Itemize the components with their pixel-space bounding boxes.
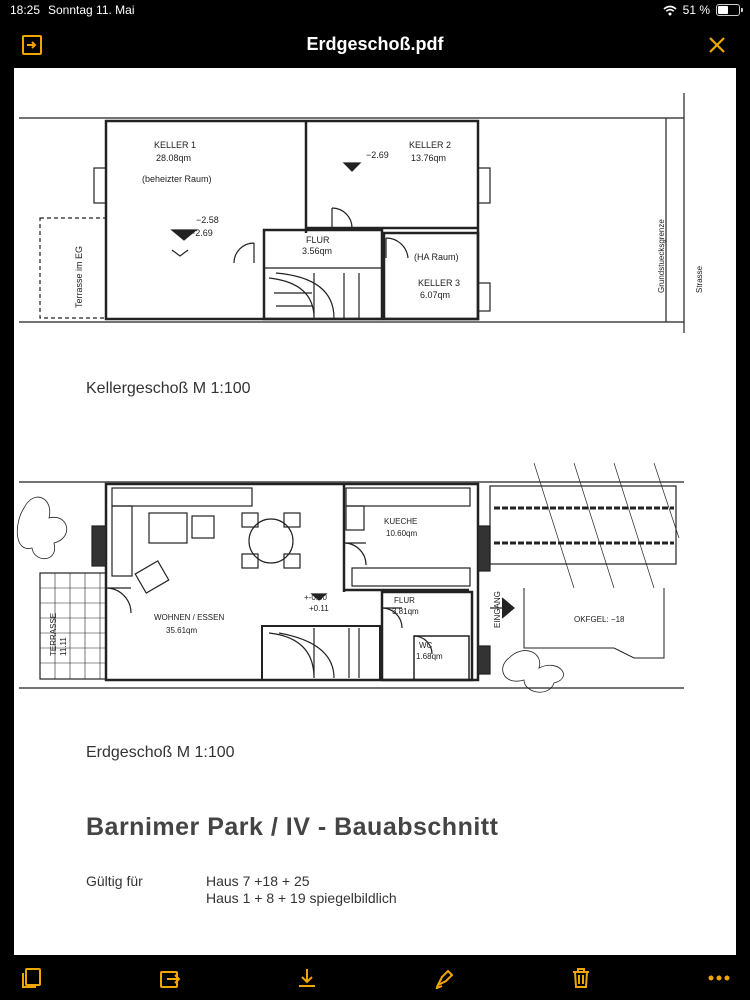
street-label: Strasse	[695, 265, 704, 293]
entrance-label: EINGANG	[493, 591, 502, 628]
validity-line2: Haus 1 + 8 + 19 spiegelbildlich	[206, 890, 397, 906]
trash-icon[interactable]	[566, 963, 596, 993]
keller1-note: (beheizter Raum)	[142, 174, 212, 184]
basement-caption: Kellergeschoß M 1:100	[86, 380, 251, 397]
wifi-icon	[663, 5, 677, 16]
keller3-area: 6.07qm	[420, 290, 451, 300]
ground-flur-name: FLUR	[394, 596, 415, 605]
more-icon[interactable]	[704, 963, 734, 993]
ground-labels	[49, 517, 625, 661]
validity-line1: Haus 7 +18 + 25	[206, 873, 310, 889]
level-a: +-0.00	[304, 593, 327, 602]
level-2: −2.69	[366, 150, 389, 160]
validity-label: Gültig für	[86, 873, 143, 889]
status-right	[663, 3, 740, 17]
battery-percent: 51 %	[682, 3, 710, 17]
status-date: Sonntag 11. Mai	[48, 3, 135, 17]
terrace-label: Terrasse im EG	[74, 245, 84, 308]
terrasse-area: 11.11	[59, 637, 68, 656]
bottom-toolbar	[0, 955, 750, 1000]
keller3-note: (HA Raum)	[414, 252, 459, 262]
wohnen-name: WOHNEN / ESSEN	[154, 613, 225, 622]
keller2-area: 13.76qm	[411, 153, 447, 163]
basement-labels	[74, 140, 704, 308]
wc-area: 1.68qm	[416, 652, 443, 661]
document-titlebar	[0, 22, 750, 68]
level-b: +0.11	[309, 604, 329, 613]
document-title: Erdgeschoß.pdf	[306, 34, 444, 54]
close-icon[interactable]	[703, 31, 731, 59]
keller2-name: KELLER 2	[409, 140, 452, 150]
keller1-area: 28.08qm	[156, 153, 192, 163]
battery-fill	[718, 6, 728, 14]
ground-caption: Erdgeschoß M 1:100	[86, 744, 235, 761]
ground-plan	[17, 463, 684, 692]
wohnen-area: 35.61qm	[166, 626, 198, 635]
annotate-icon[interactable]	[430, 963, 460, 993]
okfgel-label: OKFGEL: −18	[574, 615, 625, 624]
download-icon[interactable]	[292, 963, 322, 993]
keller1-name: KELLER 1	[154, 140, 197, 150]
battery-icon	[716, 4, 740, 16]
terrasse-name: TERRASSE	[49, 612, 58, 656]
project-heading: Barnimer Park / IV - Bauabschnitt	[86, 813, 499, 841]
level-1b: −2.69	[190, 228, 213, 238]
basement-flur-name: FLUR	[306, 235, 330, 245]
status-time: 18:25	[10, 3, 41, 17]
pages-icon[interactable]	[16, 963, 46, 993]
kueche-name: KUECHE	[384, 517, 418, 526]
basement-plan	[19, 93, 684, 333]
pdf-page[interactable]	[14, 68, 736, 955]
boundary-label: Grundstuecksgrenze	[657, 219, 666, 293]
level-1a: −2.58	[196, 215, 219, 225]
keller3-name: KELLER 3	[418, 278, 461, 288]
share-icon[interactable]	[155, 963, 185, 993]
wc-name: WC	[419, 641, 433, 650]
status-bar	[0, 0, 750, 22]
kueche-area: 10.60qm	[386, 529, 418, 538]
ground-flur-area: 3.81qm	[392, 607, 419, 616]
basement-flur-area: 3.56qm	[302, 246, 333, 256]
